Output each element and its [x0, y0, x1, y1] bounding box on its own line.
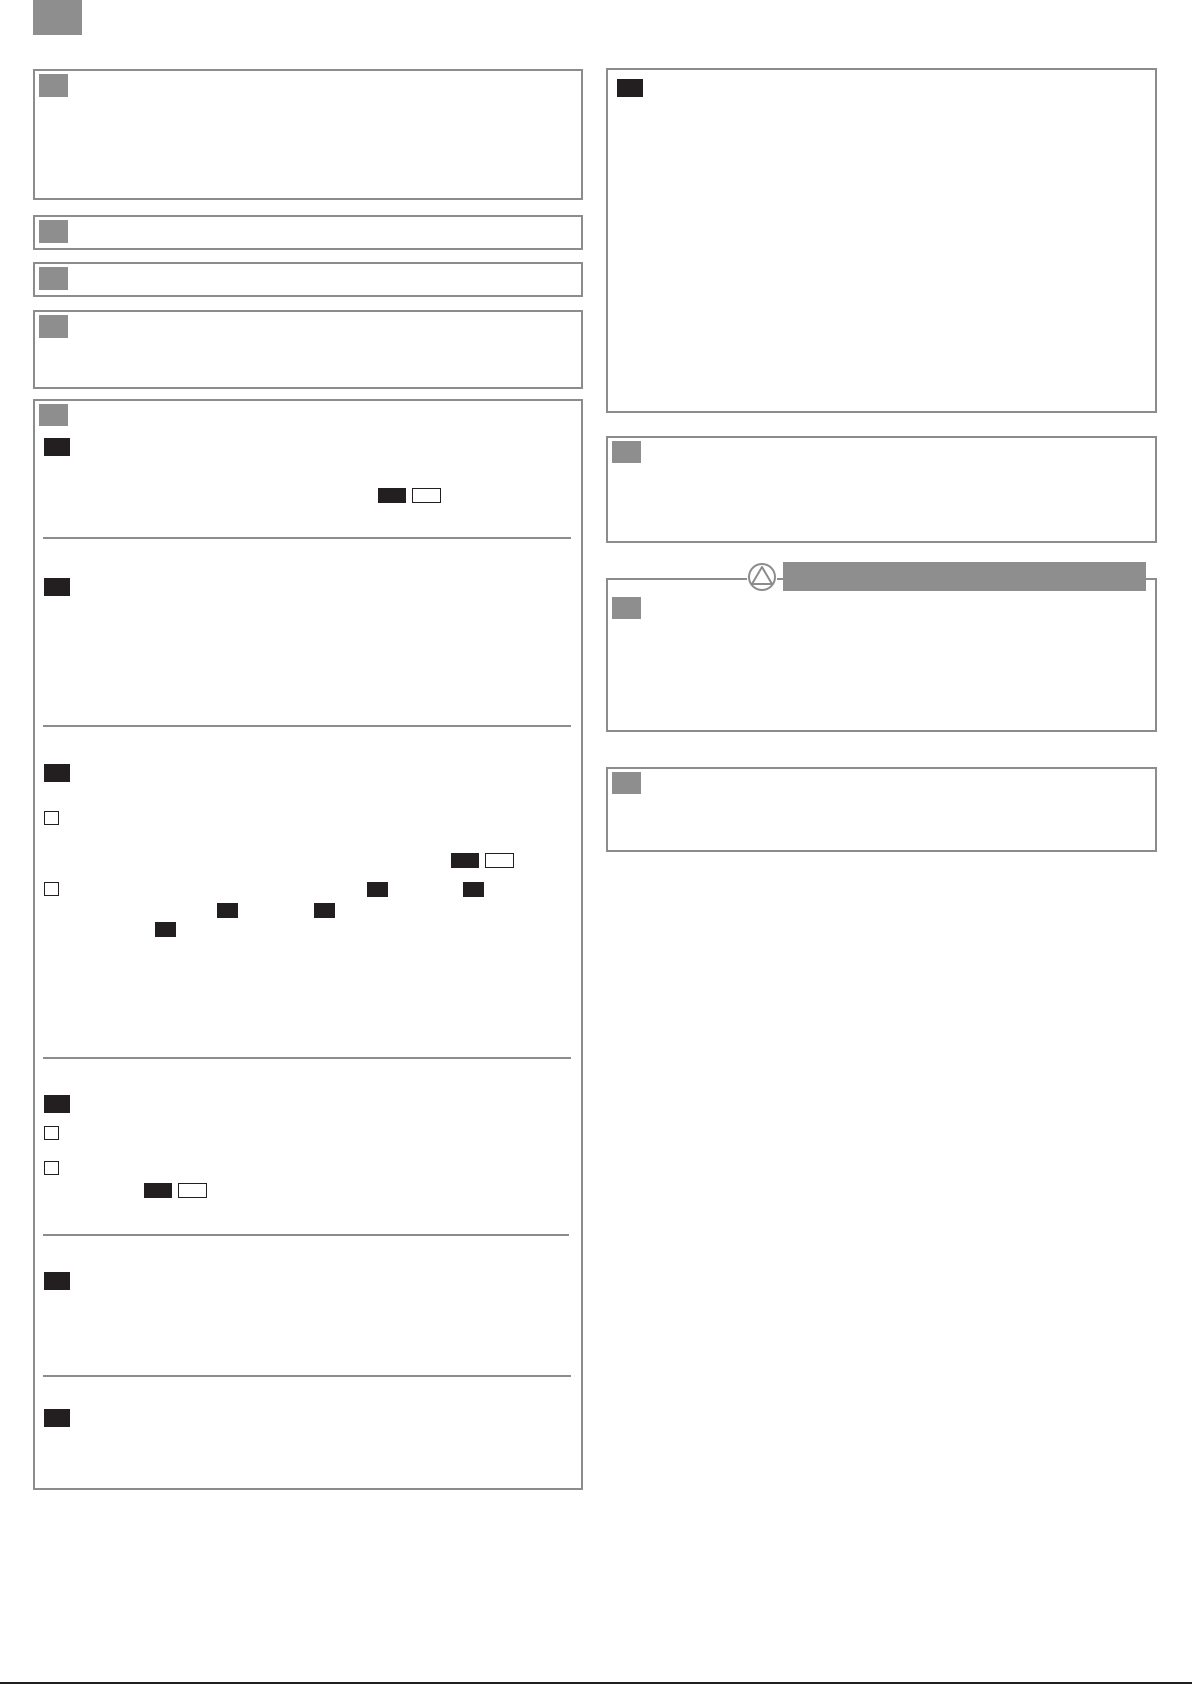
checkbox-symbol	[44, 1161, 59, 1175]
subsection-marker	[44, 578, 70, 596]
subsection-marker	[44, 1409, 70, 1427]
divider	[43, 537, 571, 539]
section-panel-8	[606, 767, 1157, 852]
section-panel-2	[33, 215, 583, 250]
checkbox-symbol	[44, 882, 59, 896]
button-symbol-outline	[178, 1183, 207, 1198]
section-marker	[39, 267, 68, 290]
button-symbol-dark	[451, 853, 479, 868]
subsection-marker	[44, 1272, 70, 1290]
section-marker	[39, 74, 68, 97]
warning-panel	[606, 578, 1157, 732]
button-symbol-dark	[314, 903, 335, 918]
subsection-marker	[44, 764, 70, 782]
button-symbol-outline	[485, 853, 514, 868]
section-panel-1	[33, 69, 583, 200]
button-symbol-dark	[155, 922, 176, 937]
divider	[43, 725, 571, 727]
button-symbol-dark	[463, 882, 484, 897]
page-bottom-rule	[0, 1682, 1192, 1684]
section-panel-4	[33, 310, 583, 389]
button-symbol-dark	[144, 1183, 172, 1198]
warning-header-bar	[783, 562, 1146, 591]
section-marker	[39, 404, 68, 426]
subsection-marker	[44, 1095, 70, 1113]
button-symbol-outline	[412, 488, 441, 503]
section-marker	[39, 220, 68, 243]
section-marker	[612, 441, 641, 463]
checkbox-symbol	[44, 811, 59, 825]
button-symbol-dark	[217, 903, 238, 918]
section-panel-7	[606, 436, 1157, 543]
section-marker	[612, 597, 641, 619]
divider	[43, 1234, 569, 1236]
warning-triangle-icon	[747, 562, 777, 592]
section-panel-6	[606, 68, 1157, 413]
subsection-marker	[617, 79, 643, 97]
section-marker	[612, 772, 641, 794]
subsection-marker	[44, 438, 70, 456]
section-panel-3	[33, 262, 583, 297]
button-symbol-dark	[367, 882, 388, 897]
section-panel-5	[33, 399, 583, 1490]
divider	[43, 1375, 571, 1377]
divider	[43, 1057, 571, 1059]
button-symbol-dark	[378, 488, 406, 503]
section-marker	[39, 315, 68, 338]
checkbox-symbol	[44, 1126, 59, 1140]
page-header-tab	[33, 0, 82, 35]
